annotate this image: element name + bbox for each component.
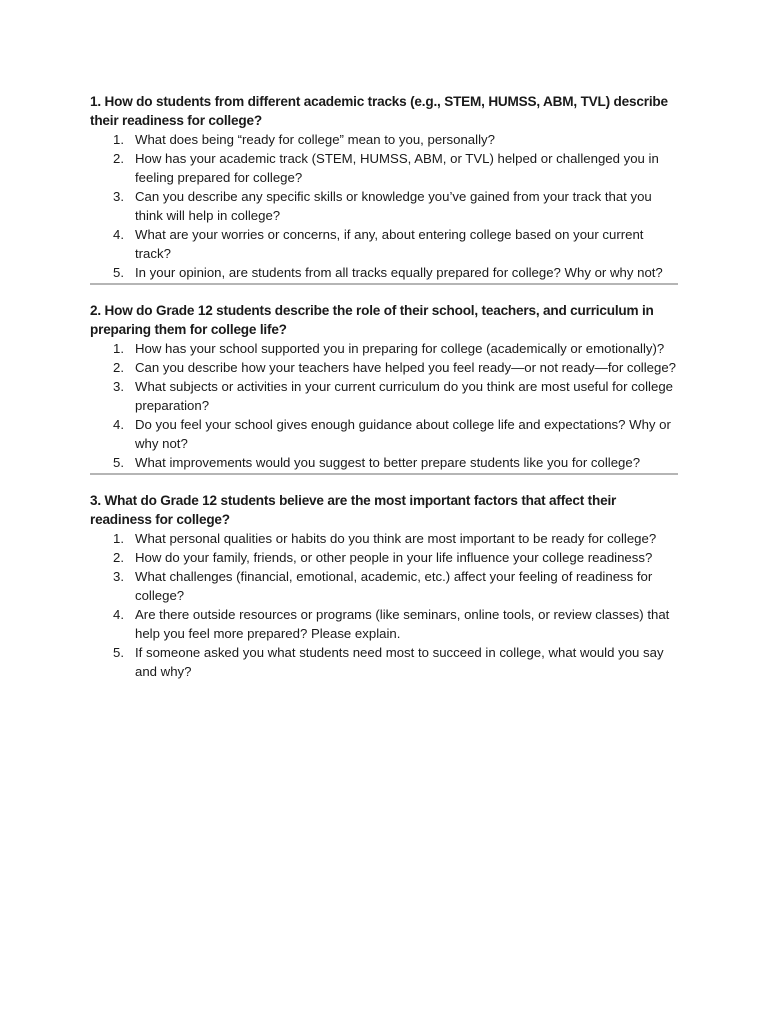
question-item [90, 263, 678, 282]
question-number: 1. [113, 132, 124, 147]
section-2 [90, 301, 678, 475]
question-number: 2. [113, 360, 124, 375]
section-3 [90, 491, 678, 681]
question-item [90, 377, 678, 415]
question-number: 4. [113, 417, 124, 432]
question-text: What personal qualities or habits do you think are most important to be ready for college? [135, 531, 657, 546]
question-number: 5. [113, 265, 124, 280]
question-text: What are your worries or concerns, if any, about entering college based on your current track? [135, 227, 644, 261]
question-number: 3. [113, 379, 124, 394]
question-item [90, 567, 678, 605]
question-item [90, 130, 678, 149]
question-number: 2. [113, 151, 124, 166]
question-text: Do you feel your school gives enough guidance about college life and expectations? Why or why not? [135, 417, 671, 451]
question-item [90, 643, 678, 681]
question-text: What improvements would you suggest to better prepare students like you for college? [135, 455, 641, 470]
section-1-question-list [90, 130, 678, 282]
question-item [90, 187, 678, 225]
question-number: 5. [113, 645, 124, 660]
section-3-question-list [90, 529, 678, 681]
question-text: How do your family, friends, or other people in your life influence your college readiness? [135, 550, 653, 565]
question-number: 5. [113, 455, 124, 470]
question-item [90, 453, 678, 472]
question-item [90, 339, 678, 358]
question-number: 3. [113, 189, 124, 204]
question-number: 1. [113, 341, 124, 356]
question-item [90, 415, 678, 453]
section-1 [90, 92, 678, 285]
question-text: What does being “ready for college” mean to you, personally? [135, 132, 495, 147]
question-text: In your opinion, are students from all tracks equally prepared for college? Why or why not? [135, 265, 663, 280]
question-item [90, 225, 678, 263]
document-page [90, 92, 678, 681]
section-divider [90, 473, 678, 475]
question-text: Can you describe how your teachers have helped you feel ready—or not ready—for college? [135, 360, 677, 375]
question-number: 2. [113, 550, 124, 565]
question-number: 3. [113, 569, 124, 584]
question-text: Are there outside resources or programs (like seminars, online tools, or review classes) that help you feel more prepared? Please explain. [135, 607, 670, 641]
section-1-title: 1. How do students from different academic tracks (e.g., STEM, HUMSS, ABM, TVL) describe their readiness for college? [90, 94, 668, 128]
question-item [90, 605, 678, 643]
section-2-question-list [90, 339, 678, 472]
question-number: 4. [113, 227, 124, 242]
question-text: What subjects or activities in your current curriculum do you think are most useful for college preparation? [135, 379, 673, 413]
question-item [90, 149, 678, 187]
question-item [90, 548, 678, 567]
question-text: How has your academic track (STEM, HUMSS, ABM, or TVL) helped or challenged you in feeling prepared for college? [135, 151, 659, 185]
question-number: 4. [113, 607, 124, 622]
question-text: Can you describe any specific skills or knowledge you’ve gained from your track that you think will help in college? [135, 189, 652, 223]
section-2-title: 2. How do Grade 12 students describe the role of their school, teachers, and curriculum in preparing them for college life? [90, 303, 654, 337]
question-item [90, 529, 678, 548]
section-divider [90, 283, 678, 285]
question-item [90, 358, 678, 377]
question-number: 1. [113, 531, 124, 546]
question-text: If someone asked you what students need most to succeed in college, what would you say and why? [135, 645, 664, 679]
question-text: How has your school supported you in preparing for college (academically or emotionally)? [135, 341, 665, 356]
section-3-title: 3. What do Grade 12 students believe are the most important factors that affect their readiness for college? [90, 493, 617, 527]
question-text: What challenges (financial, emotional, academic, etc.) affect your feeling of readiness for college? [135, 569, 653, 603]
